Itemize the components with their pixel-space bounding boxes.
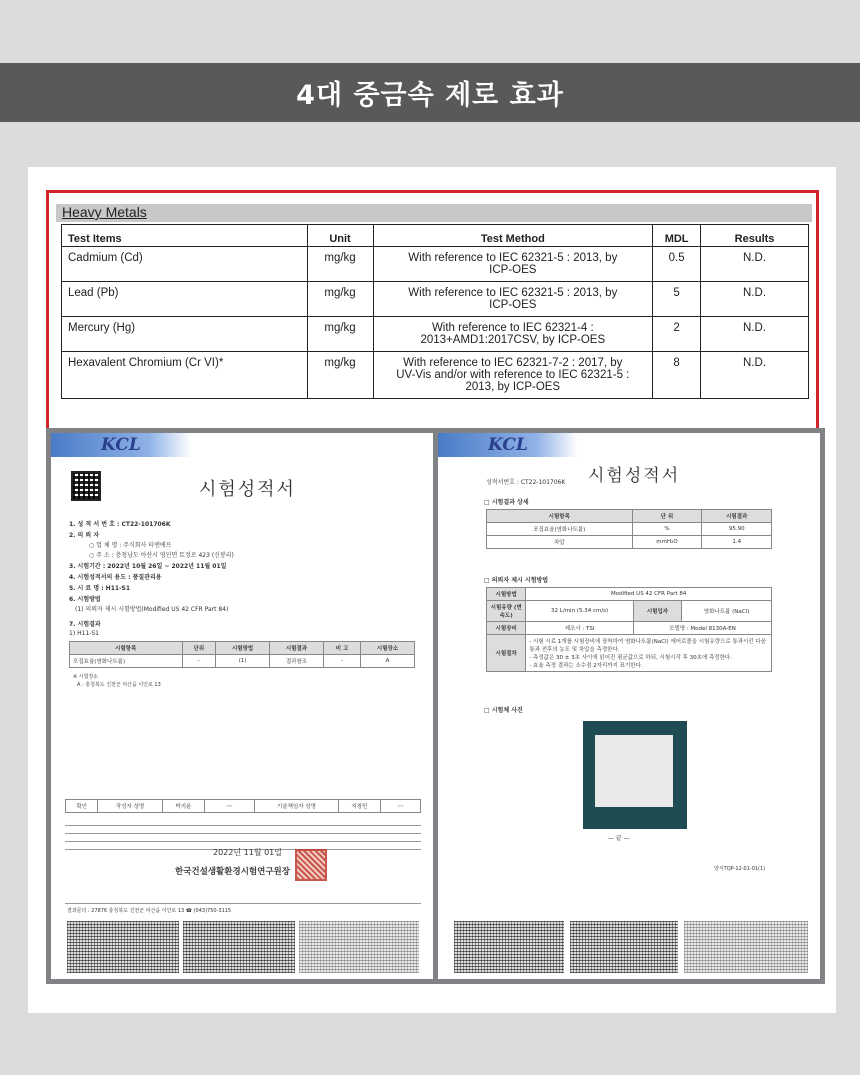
test-method: With reference to IEC 62321-5 : 2013, by ICP-OES: [373, 282, 653, 317]
heavy-metals-box: [46, 190, 819, 438]
test-item: Cadmium (Cd): [62, 247, 308, 282]
mini-cell: (1): [216, 655, 270, 668]
test-method: With reference to IEC 62321-7-2 : 2017, by UV-Vis and/or with reference to IEC 62321-5 : 2013, by ICP-OES: [373, 352, 653, 399]
kcl-logo: KCL: [101, 435, 141, 455]
mini-header: 시험절차: [487, 635, 526, 672]
certificate-title: 시험성적서: [199, 479, 296, 500]
result-mini-table: [69, 641, 415, 668]
mdl: 0.5: [653, 247, 701, 282]
mini-cell: -: [323, 655, 360, 668]
mini-header: 시험장비: [487, 622, 526, 635]
mini-header: 시험유량 (면속도): [487, 601, 526, 622]
cert-line: 4. 시험성적서의 용도 : 품질관리용: [69, 574, 162, 581]
section-heading: □ 시험결과 상세: [484, 499, 529, 506]
mini-cell: 염화나트륨 (NaCl): [682, 601, 772, 622]
mini-cell: -: [182, 655, 216, 668]
table-row: [62, 352, 809, 399]
kcl-logo: KCL: [488, 435, 528, 455]
cert-line: (1) 의뢰자 제시 시험방법(Modified US 42 CFR Part 84): [75, 606, 229, 613]
unit: mg/kg: [307, 352, 373, 399]
certificate-page-1: [46, 428, 438, 984]
barcode-strip-icon: [299, 921, 419, 973]
note-line: A : 충청북도 진천군 덕산읍 이인로 13: [77, 682, 161, 688]
col-header-unit: Unit: [307, 225, 373, 247]
cert-line: 2. 의 뢰 자: [69, 532, 100, 539]
mini-header: 시험방법: [487, 588, 526, 601]
col-header-results: Results: [701, 225, 809, 247]
section-heading: □ 의뢰자 제시 시험방법: [484, 577, 549, 584]
signature-mark: 〰: [381, 800, 421, 813]
kcl-logo-strip: [438, 433, 578, 457]
mdl: 2: [653, 317, 701, 352]
end-mark: — 끝 —: [608, 835, 630, 842]
mini-cell: mmH₂O: [632, 536, 702, 549]
barcode-strip-icon: [684, 921, 808, 973]
note-line: ※ 시험장소: [73, 674, 99, 680]
test-item: Mercury (Hg): [62, 317, 308, 352]
mini-header: 비 고: [323, 642, 360, 655]
signature-mark: 〰: [204, 800, 254, 813]
mini-header: 단 위: [632, 510, 702, 523]
mdl: 5: [653, 282, 701, 317]
mini-header: 시험결과: [270, 642, 324, 655]
mini-header: 시험항목: [70, 642, 183, 655]
cert-line: 3. 시험기간 : 2022년 10월 26일 ~ 2022년 11월 01일: [69, 563, 227, 570]
mini-cell: 포집효율(염화나트륨): [487, 523, 633, 536]
mini-header: 시험입자: [633, 601, 681, 622]
institute-name: 한국건설생활환경시험연구원장: [175, 867, 290, 877]
content-card: [28, 167, 836, 1013]
certificate-title: 시험성적서: [588, 466, 681, 486]
mini-cell: A: [361, 655, 415, 668]
section-heading: □ 시험체 사진: [484, 707, 523, 714]
test-item: Lead (Pb): [62, 282, 308, 317]
test-method: With reference to IEC 62321-4 : 2013+AMD1:2017CSV, by ICP-OES: [373, 317, 653, 352]
mini-cell: 95.90: [702, 523, 772, 536]
procedure-line: - 측정값은 30 ± 3초 사이에 읽어진 평균값으로 하되, 시험시작 후 30초에 측정한다.: [529, 655, 732, 661]
mini-cell: Modified US 42 CFR Part 84: [526, 588, 772, 601]
heavy-metals-heading-bar: [56, 204, 812, 222]
divider: [65, 833, 421, 834]
mini-cell: %: [632, 523, 702, 536]
sample-photo: [583, 721, 687, 829]
barcode-strip-icon: [183, 921, 295, 973]
result: N.D.: [701, 352, 809, 399]
table-row: [62, 282, 809, 317]
cert-line: ○ 업 체 명 : 주식회사 티앤에프: [89, 542, 172, 549]
mini-header: 단위: [182, 642, 216, 655]
unit: mg/kg: [307, 282, 373, 317]
sample-filter-image: [595, 735, 673, 807]
sign-label: 작성자 성명: [98, 800, 163, 813]
heavy-metals-heading: Heavy Metals: [62, 204, 147, 220]
mini-cell: 모델명 : Model 8130A-EN: [633, 622, 771, 635]
kcl-logo-strip: [51, 433, 191, 457]
cert-number: 성적서번호 : CT22-101706K: [486, 479, 566, 486]
table-row: [62, 317, 809, 352]
method-table: [486, 587, 772, 672]
unit: mg/kg: [307, 247, 373, 282]
test-method: With reference to IEC 62321-5 : 2013, by ICP-OES: [373, 247, 653, 282]
mini-header: 시험항목: [487, 510, 633, 523]
sign-name: 지창민: [338, 800, 380, 813]
signature-table: [65, 799, 421, 813]
test-item: Hexavalent Chromium (Cr VI)*: [62, 352, 308, 399]
page-banner: [0, 63, 860, 122]
procedure-cell: [526, 635, 772, 672]
mini-cell: 1.4: [702, 536, 772, 549]
divider: [65, 903, 421, 904]
sign-label: 기술책임자 성명: [254, 800, 338, 813]
sign-name: 박지윤: [162, 800, 204, 813]
cert-line: 7. 시험결과: [69, 621, 101, 628]
cert-line: 1. 성 적 서 번 호 : CT22-101706K: [69, 521, 171, 528]
barcode-strip-icon: [454, 921, 564, 973]
certificate-page-2: [433, 428, 825, 984]
qr-code-icon: [71, 471, 101, 501]
table-header-row: [62, 225, 809, 247]
mini-header: 시험방법: [216, 642, 270, 655]
col-header-mdl: MDL: [653, 225, 701, 247]
barcode-strip-icon: [570, 921, 678, 973]
cert-line: 5. 시 료 명 : H11-S1: [69, 585, 131, 592]
result: N.D.: [701, 282, 809, 317]
banner-title: 4대 중금속 제로 효과: [296, 80, 564, 111]
cert-line: ○ 주 소 : 충청남도 아산시 영인면 토정로 423 (신봉리): [89, 552, 234, 559]
cert-line: 6. 시험방법: [69, 596, 101, 603]
footer-address: 결과문의 : 27876 충청북도 진천군 덕산읍 이인로 13 ☎ (043)750-3115: [67, 908, 232, 914]
procedure-line: - 시험 시료 1개를 시험장비에 장착하여 염화나트륨(NaCl) 에어로졸을 시험유량으로 통과시킨 다음 통과 전후의 농도 및 차압을 측정한다.: [529, 639, 767, 653]
detail-result-table: [486, 509, 772, 549]
cert-line: 1) H11-S1: [69, 630, 100, 637]
col-header-test-items: Test Items: [62, 225, 308, 247]
mini-cell: 결과참조: [270, 655, 324, 668]
form-number: 양식TQP-12-01-01(1): [714, 866, 766, 872]
mini-cell: 포집효율(염화나트륨): [70, 655, 183, 668]
mdl: 8: [653, 352, 701, 399]
mini-cell: 제조사 : TSI: [526, 622, 634, 635]
mini-header: 시험장소: [361, 642, 415, 655]
divider: [65, 825, 421, 826]
result: N.D.: [701, 317, 809, 352]
mini-cell: 32 L/min (5.34 cm/s): [526, 601, 634, 622]
mini-header: 시험결과: [702, 510, 772, 523]
mini-cell: 차압: [487, 536, 633, 549]
issue-date: 2022년 11월 01일: [213, 848, 282, 857]
official-seal-icon: [295, 849, 327, 881]
sign-label: 확인: [66, 800, 98, 813]
col-header-test-method: Test Method: [373, 225, 653, 247]
divider: [65, 841, 421, 842]
heavy-metals-table: [61, 224, 809, 399]
procedure-line: - 효율 측정 결과는 소수점 2자리까지 표기한다.: [529, 663, 643, 669]
barcode-strip-icon: [67, 921, 179, 973]
result: N.D.: [701, 247, 809, 282]
unit: mg/kg: [307, 317, 373, 352]
table-row: [62, 247, 809, 282]
